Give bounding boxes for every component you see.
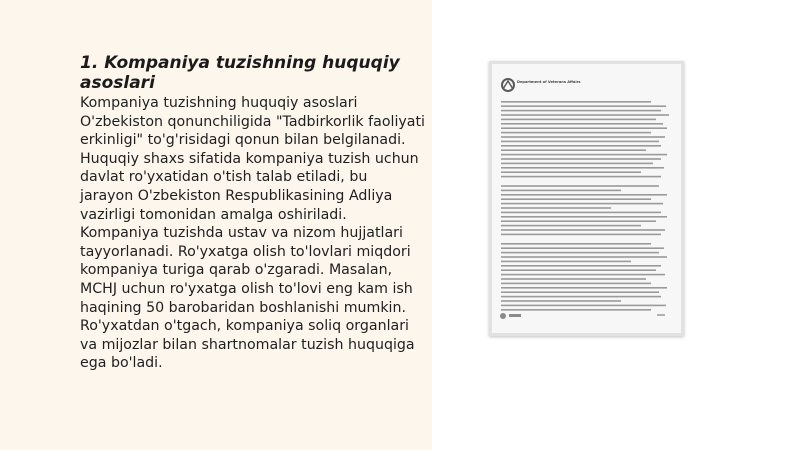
document-text-line bbox=[501, 110, 661, 112]
document-text-line bbox=[501, 252, 659, 254]
document-image bbox=[489, 61, 684, 336]
document-text-line bbox=[501, 154, 667, 156]
document-text-line bbox=[501, 220, 656, 222]
document-text-line bbox=[501, 158, 661, 160]
document-text-line bbox=[501, 207, 611, 209]
document-text-line bbox=[501, 278, 646, 280]
document-text-line bbox=[501, 127, 667, 129]
document-text-line bbox=[501, 291, 659, 293]
document-text-line bbox=[501, 216, 667, 218]
document-text-line bbox=[501, 105, 666, 107]
document-text-line bbox=[501, 256, 667, 258]
document-text-line bbox=[501, 167, 664, 169]
document-text-line bbox=[501, 198, 651, 200]
document-text-line bbox=[501, 287, 667, 289]
document-text-line bbox=[501, 149, 646, 151]
document-text-line bbox=[501, 132, 651, 134]
document-text-line bbox=[501, 309, 651, 311]
document-text-line bbox=[501, 283, 651, 285]
document-text-line bbox=[501, 305, 666, 307]
document-text-line bbox=[501, 119, 656, 121]
document-text-line bbox=[501, 296, 661, 298]
slide-body-text: Kompaniya tuzishning huquqiy asoslari O'zbekiston qonunchiligida "Tadbirkorlik faoliyati erkinligi" to'g'risidagi qonun bilan belgilanadi. Huquqiy shaxs sifatida kompaniya tuzish uchun davlat ro'yxatidan o'tish talab etiladi, bu jarayon O'zbekiston Respublikasining Adliya vazirligi tomonidan amalga oshiriladi. Kompaniya tuzishda ustav va nizom hujjatlari tayyorlanadi. Ro'yxatga olish to'lovlari miqdori kompaniya turiga qarab o'zgaradi. Masalan, MCHJ uchun ro'yxatga olish to'lovi eng kam ish haqining 50 barobaridan boshlanishi mumkin. Ro'yxatdan o'tgach, kompaniya soliq organlari va mijozlar bilan shartnomalar tuzish huquqiga ega bo'ladi. bbox=[80, 95, 425, 372]
document-text-line bbox=[501, 247, 664, 249]
document-text-line bbox=[501, 234, 661, 236]
document-text-line bbox=[501, 163, 653, 165]
document-text-line bbox=[501, 176, 661, 178]
document-text-line bbox=[501, 194, 667, 196]
document-text-line bbox=[501, 185, 659, 187]
document-text-line bbox=[501, 114, 669, 116]
document-text-line bbox=[501, 141, 659, 143]
document-header-text: Department of Veterans Affairs bbox=[517, 80, 581, 84]
document-text-line bbox=[501, 229, 665, 231]
document-text-line bbox=[501, 171, 641, 173]
document-text-line bbox=[501, 203, 663, 205]
document-text-line bbox=[501, 269, 656, 271]
document-text-line bbox=[501, 101, 651, 103]
document-text-line bbox=[501, 243, 651, 245]
document-text-line bbox=[501, 190, 621, 192]
document-text-line bbox=[501, 136, 665, 138]
document-thumbnail-icon bbox=[489, 61, 684, 336]
slide-title: 1. Kompaniya tuzishning huquqiy asoslari bbox=[80, 53, 400, 93]
document-text-line bbox=[501, 225, 641, 227]
document-text-line bbox=[501, 145, 661, 147]
document-text-line bbox=[501, 261, 631, 263]
document-text-line bbox=[501, 274, 665, 276]
document-text-line bbox=[501, 212, 661, 214]
document-text-line bbox=[501, 123, 663, 125]
document-text-line bbox=[501, 265, 661, 267]
document-text-line bbox=[501, 300, 621, 302]
